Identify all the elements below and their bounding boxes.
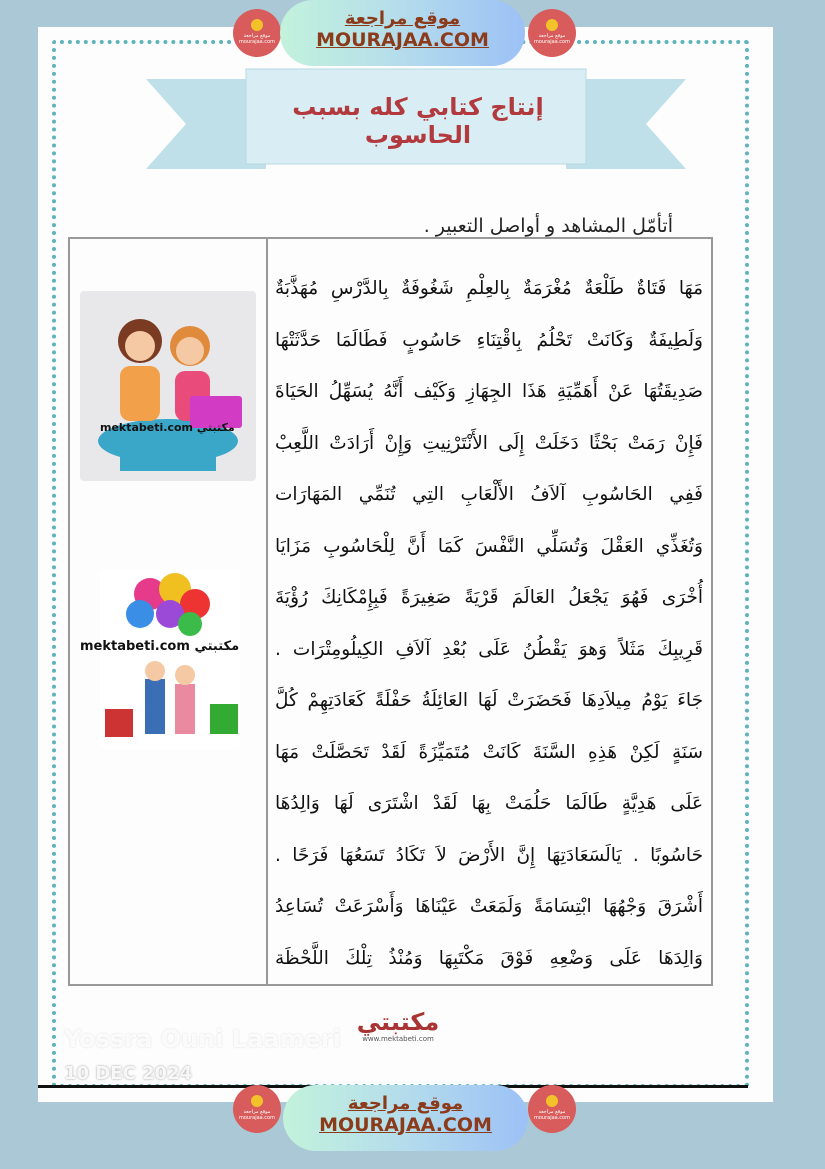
image-watermark: mektabeti.com مكتبتي — [100, 421, 235, 434]
circle-label: موقع مراجعة mourajaa.com — [238, 33, 275, 45]
image-watermark: mektabeti.com مكتبتي — [80, 639, 240, 654]
birthday-illustration — [80, 569, 240, 749]
text-line: وَالِدَهَا عَلَى وَضْعِهِ فَوْقَ مَكْتَبِهَا وَمُنْذُ تِلْكَ اللَّحْظَة — [275, 947, 703, 969]
text-line: عَلَى هَدِيَّةٍ طَالَمَا حَلُمَتْ بِهَا لَقَدْ اشْتَرَى لَهَا وَالِدُهَا — [275, 793, 703, 814]
text-line: فَإِنْ رَمَتْ بَحْثًا دَخَلَتْ إِلَى الأَنْتَرْنِيتِ وَإِنْ أَرَادَتْ اللَّعِبْ — [275, 432, 703, 454]
text-line: مَهَا فَتَاةٌ طَلْعَةٌ مُغْرَمَةٌ بِالعِلْمِ شَغُوفَةٌ بِالدَّرْسِ مُهَذَّبَةٌ — [275, 278, 703, 299]
circle-label: موقع مراجعة mourajaa.com — [533, 1109, 570, 1121]
circle-label: موقع مراجعة mourajaa.com — [533, 33, 570, 45]
user-name-overlay: Yossra Ouni Laameri — [64, 1025, 341, 1053]
text-line: أَشْرَقَ وَجْهُهَا ابْتِسَامَةً وَلَمَعَتْ عَيْنَاهَا وَأَسْرَعَتْ تُسَاعِدُ — [275, 896, 703, 917]
date-overlay: 10 DEC 2024 — [64, 1063, 193, 1084]
column-divider — [266, 239, 268, 984]
document-page — [38, 27, 773, 1102]
circle-label: موقع مراجعة mourajaa.com — [238, 1109, 275, 1121]
text-line: جَاءَ يَوْمُ مِيلاَدِهَا فَحَضَرَتْ لَهَا العَائِلَةُ حَفْلَةً كَعَادَتِهِمْ كُلَّ — [275, 690, 703, 711]
text-line: فَفِي الحَاسُوبِ آلاَفُ الأَلْعَابِ التِي تُنَمِّي المَهَارَات — [275, 484, 703, 505]
site-logo-icon[interactable] — [233, 9, 281, 57]
text-line: وَتُغَذِّي العَقْلَ وَتُسَلِّي النَّفْسَ كَمَا أَنَّ لِلْحَاسُوبِ مَزَايَا — [275, 535, 703, 557]
site-badge-link[interactable]: MOURAJAA.COM — [319, 1114, 492, 1136]
site-logo-icon[interactable] — [528, 1085, 576, 1133]
text-line: سَنَةٍ لَكِنْ هَذِهِ السَّنَةَ كَانَتْ مُتَمَيِّزَةً لَقَدْ تَحَصَّلَتْ مَهَا — [275, 741, 703, 763]
text-line: صَدِيقَتُهَا عَنْ أَهَمِّيَةِ هَذَا الجِهَازِ وَكَيْف أَنَّهُ يُسَهِّلُ الحَيَاةَ — [275, 381, 703, 402]
site-badge-arabic[interactable]: موقع مراجعة — [347, 1093, 464, 1114]
site-badge-top[interactable] — [280, 0, 525, 66]
text-line: أُخْرَى فَهُوَ يَجْعَلُ العَالَمَ قَرْيَةً صَغِيرَةً فَبِإِمْكَانِكَ رُؤْيَةَ — [275, 587, 703, 608]
mektabeti-logo — [328, 1009, 468, 1051]
site-badge-link[interactable]: MOURAJAA.COM — [316, 29, 489, 51]
text-line: حَاسُوبًا . يَالَسَعَادَتِهَا إِنَّ الأَرْضَ لاَ تَكَادُ تَسَعُهَا فَرَحًا . — [275, 844, 703, 866]
text-line: قَرِيبِكَ مَثَلاً وَهوَ يَقْطُنُ عَلَى بُعْدِ آلاَفِ الكِيلُومِتْرَات . — [275, 638, 703, 660]
instruction: أتأمّل المشاهد و أواصل التعبير . — [423, 215, 673, 237]
site-badge-bottom[interactable] — [283, 1085, 528, 1151]
logo-text: مكتبتي — [356, 1008, 440, 1036]
site-badge-arabic[interactable]: موقع مراجعة — [344, 8, 461, 29]
site-logo-icon[interactable] — [233, 1085, 281, 1133]
content-table — [68, 237, 713, 986]
logo-url: www.mektabeti.com — [362, 1035, 434, 1043]
page-title: إنتاج كتابي كله بسبب الحاسوب — [292, 93, 544, 149]
girls-computer-illustration — [80, 291, 256, 481]
site-logo-icon[interactable] — [528, 9, 576, 57]
story-text — [275, 263, 703, 984]
text-line: وَلَطِيفَةٌ وَكَانَتْ تَحْلُمُ بِاقْتِنَاءِ حَاسُوبٍ فَطَالَمَا حَدَّثَتْهَا — [275, 329, 703, 351]
